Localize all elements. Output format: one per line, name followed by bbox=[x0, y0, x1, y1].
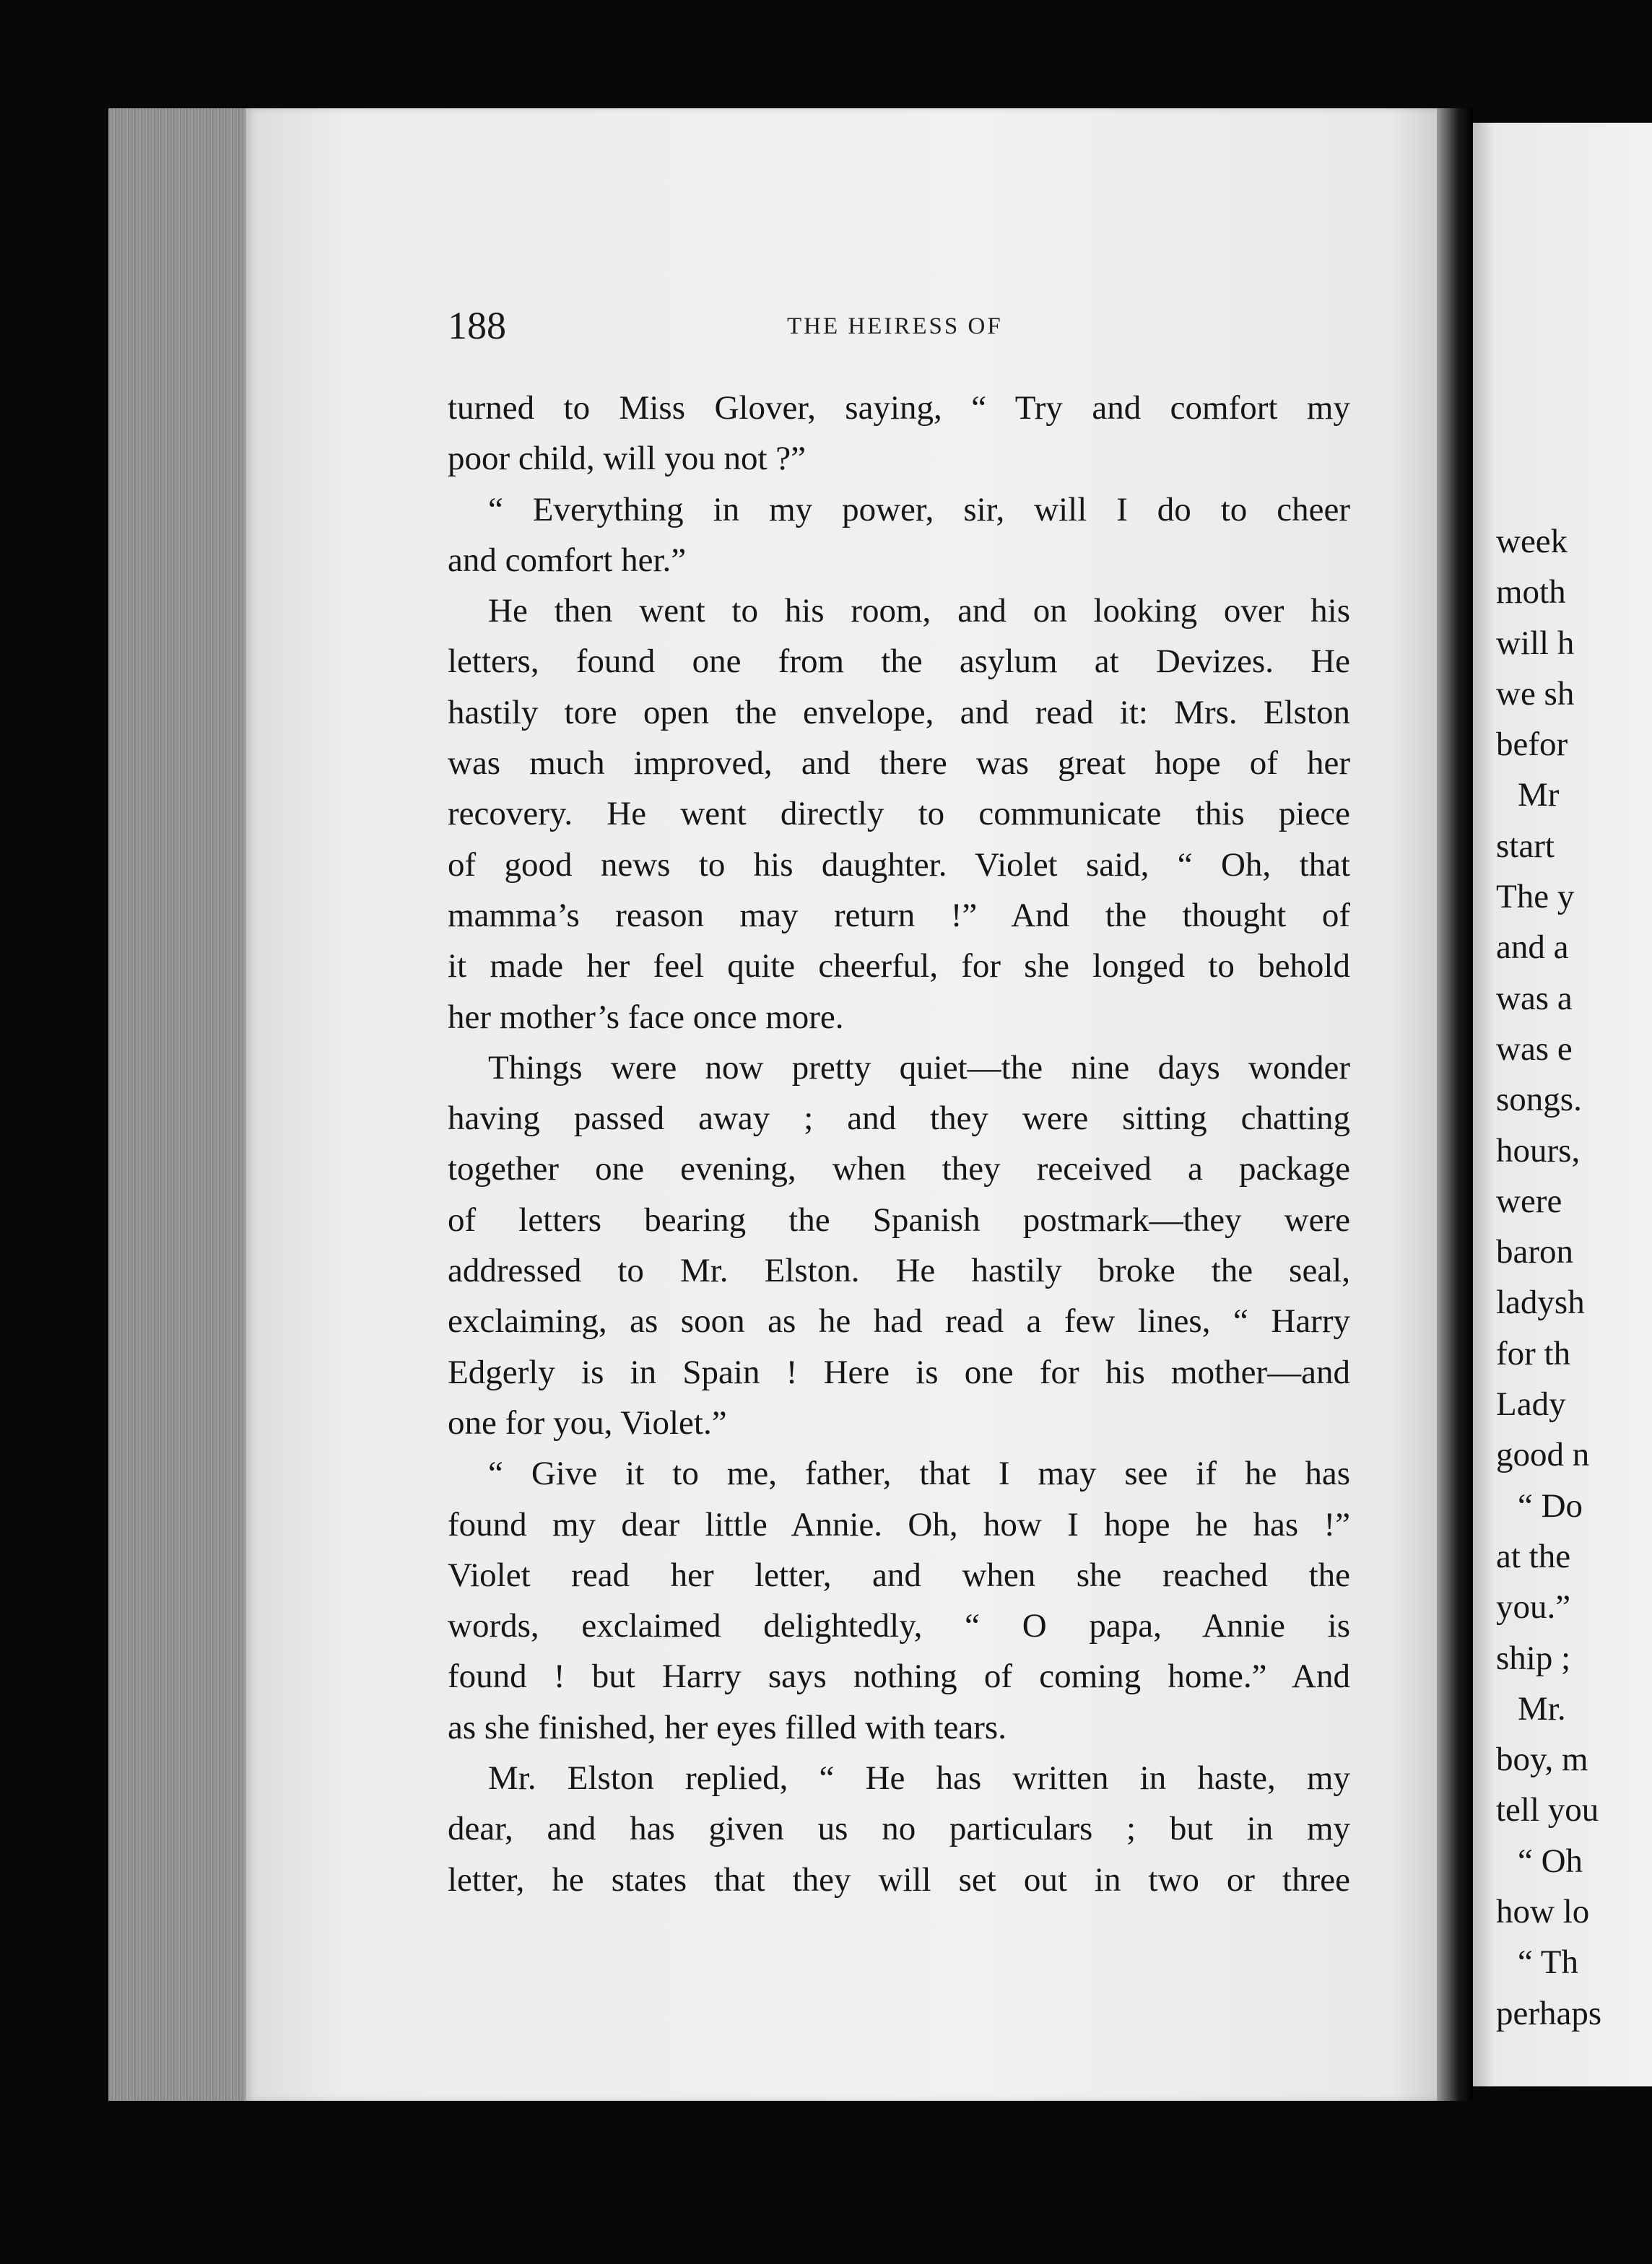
right-text-line: baron bbox=[1496, 1233, 1574, 1271]
right-text-line: good n bbox=[1496, 1436, 1590, 1474]
text-line: it made her feel quite cheerful, for she longed to behold bbox=[448, 947, 1350, 985]
text-line: “ Give it to me, father, that I may see if he has bbox=[488, 1455, 1350, 1493]
right-text-line: “ Oh bbox=[1518, 1842, 1583, 1880]
text-line: mamma’s reason may return !” And the thought of bbox=[448, 896, 1350, 934]
right-text-line: The y bbox=[1496, 878, 1575, 916]
right-text-line: week bbox=[1496, 523, 1568, 560]
right-text-line: how lo bbox=[1496, 1893, 1590, 1931]
text-line: of good news to his daughter. Violet said, “ Oh, that bbox=[448, 845, 1350, 884]
text-line: one for you, Violet.” bbox=[448, 1403, 727, 1442]
text-line: her mother’s face once more. bbox=[448, 998, 844, 1036]
text-line: exclaiming, as soon as he had read a few lines, “ Harry bbox=[448, 1302, 1350, 1341]
text-line: poor child, will you not ?” bbox=[448, 440, 807, 478]
body-text bbox=[448, 383, 1350, 1905]
right-text-line: was e bbox=[1496, 1029, 1573, 1068]
text-line: recovery. He went directly to communicate this piece bbox=[448, 795, 1350, 833]
right-text-line: befor bbox=[1496, 726, 1568, 764]
right-text-line: will h bbox=[1496, 624, 1575, 662]
right-text-line: were bbox=[1496, 1182, 1562, 1220]
text-line: turned to Miss Glover, saying, “ Try and comfort my bbox=[448, 389, 1350, 427]
right-text-line: songs. bbox=[1496, 1081, 1582, 1119]
right-text-line: Mr. bbox=[1518, 1689, 1566, 1728]
right-text-line: we sh bbox=[1496, 674, 1575, 713]
right-text-line: Mr bbox=[1518, 776, 1560, 814]
right-text-line: at the bbox=[1496, 1537, 1571, 1575]
right-text-line: tell you bbox=[1496, 1791, 1599, 1829]
right-text-line: you.” bbox=[1496, 1588, 1571, 1627]
page-edges bbox=[108, 108, 267, 2101]
right-text-line: start bbox=[1496, 827, 1555, 865]
right-text-line: “ Th bbox=[1518, 1943, 1578, 1982]
text-line: Mr. Elston replied, “ He has written in haste, my bbox=[488, 1759, 1350, 1798]
text-line: having passed away ; and they were sitting chatting bbox=[448, 1100, 1350, 1138]
text-line: dear, and has given us no particulars ; but in my bbox=[448, 1810, 1350, 1848]
text-line: Things were now pretty quiet—the nine days wonder bbox=[488, 1048, 1350, 1087]
text-line: addressed to Mr. Elston. He hastily broke the seal, bbox=[448, 1252, 1350, 1290]
text-line: was much improved, and there was great hope of her bbox=[448, 744, 1350, 783]
text-line: and comfort her.” bbox=[448, 541, 687, 579]
right-page-text bbox=[1496, 516, 1601, 2039]
right-text-line: perhaps bbox=[1496, 1994, 1602, 2032]
running-head-title: THE HEIRESS OF bbox=[787, 313, 1003, 339]
running-head bbox=[448, 303, 1386, 355]
text-line: “ Everything in my power, sir, will I do to cheer bbox=[488, 490, 1350, 528]
text-line: of letters bearing the Spanish postmark—they were bbox=[448, 1201, 1350, 1239]
right-text-line: “ Do bbox=[1518, 1486, 1583, 1525]
right-text-line: for th bbox=[1496, 1334, 1571, 1372]
text-line: Edgerly is in Spain ! Here is one for his mother—and bbox=[448, 1353, 1350, 1391]
right-text-line: moth bbox=[1496, 573, 1566, 611]
text-line: letters, found one from the asylum at Devizes. He bbox=[448, 643, 1350, 681]
text-line: as she finished, her eyes filled with tears. bbox=[448, 1708, 1007, 1746]
text-line: found ! but Harry says nothing of coming home.” And bbox=[448, 1658, 1350, 1696]
text-line: letter, he states that they will set out in two or three bbox=[448, 1860, 1350, 1899]
right-text-line: boy, m bbox=[1496, 1741, 1588, 1779]
right-text-line: ladysh bbox=[1496, 1284, 1585, 1322]
book-gutter bbox=[1437, 108, 1473, 2101]
page-number: 188 bbox=[448, 304, 506, 347]
right-page bbox=[1473, 123, 1652, 2086]
right-text-line: and a bbox=[1496, 928, 1569, 967]
text-line: words, exclaimed delightedly, “ O papa, Annie is bbox=[448, 1607, 1350, 1645]
text-line: found my dear little Annie. Oh, how I hope he has !” bbox=[448, 1505, 1350, 1544]
right-text-line: was a bbox=[1496, 979, 1573, 1017]
text-line: hastily tore open the envelope, and read it: Mrs. Elston bbox=[448, 693, 1350, 731]
right-text-line: ship ; bbox=[1496, 1639, 1571, 1677]
right-text-line: hours, bbox=[1496, 1131, 1581, 1170]
text-line: together one evening, when they received a package bbox=[448, 1150, 1350, 1188]
text-line: Violet read her letter, and when she reached the bbox=[448, 1556, 1350, 1594]
right-text-line: Lady bbox=[1496, 1385, 1566, 1424]
text-line: He then went to his room, and on looking over his bbox=[488, 592, 1350, 630]
